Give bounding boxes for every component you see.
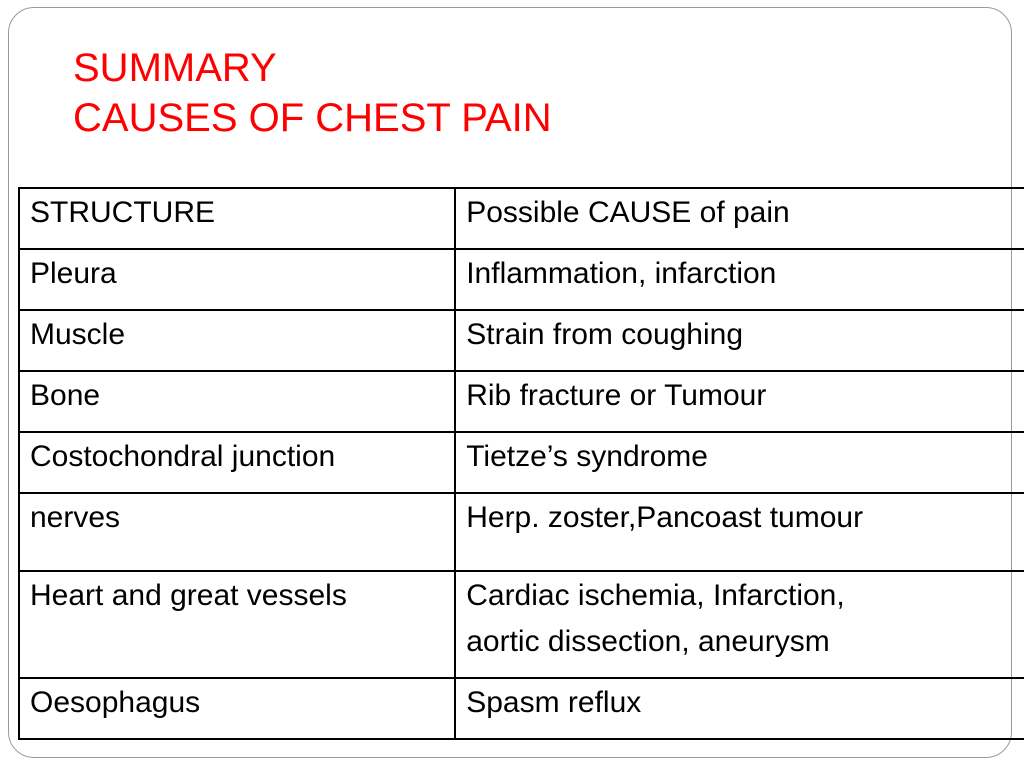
slide-title-line-2: CAUSES OF CHEST PAIN xyxy=(73,96,552,140)
structure-cell: Heart and great vessels xyxy=(19,571,455,678)
cause-line-2: aortic dissection, aneurysm xyxy=(466,625,830,658)
table-row xyxy=(19,678,1024,739)
header-possible-cause: Possible CAUSE of pain xyxy=(455,188,1024,249)
slide-title xyxy=(73,43,552,143)
structure-cell: Oesophagus xyxy=(19,678,455,739)
header-structure: STRUCTURE xyxy=(19,188,455,249)
cause-cell: Inflammation, infarction xyxy=(455,249,1024,310)
table-row xyxy=(19,432,1024,493)
table-row xyxy=(19,249,1024,310)
table-header-row xyxy=(19,188,1024,249)
structure-cell: Costochondral junction xyxy=(19,432,455,493)
cause-line-1: Cardiac ischemia, Infarction, xyxy=(466,579,845,612)
structure-cell: Bone xyxy=(19,371,455,432)
structure-cell: nerves xyxy=(19,493,455,571)
table-row xyxy=(19,571,1024,678)
cause-cell: Rib fracture or Tumour xyxy=(455,371,1024,432)
structure-cell: Pleura xyxy=(19,249,455,310)
causes-table xyxy=(18,187,1024,740)
cause-cell xyxy=(455,571,1024,678)
cause-cell: Spasm reflux xyxy=(455,678,1024,739)
cause-cell: Tietze’s syndrome xyxy=(455,432,1024,493)
slide-title-line-1: SUMMARY xyxy=(73,46,277,90)
table-row xyxy=(19,371,1024,432)
cause-cell: Strain from coughing xyxy=(455,310,1024,371)
cause-cell: Herp. zoster,Pancoast tumour xyxy=(455,493,1024,571)
table-row xyxy=(19,493,1024,571)
structure-cell: Muscle xyxy=(19,310,455,371)
table-row xyxy=(19,310,1024,371)
